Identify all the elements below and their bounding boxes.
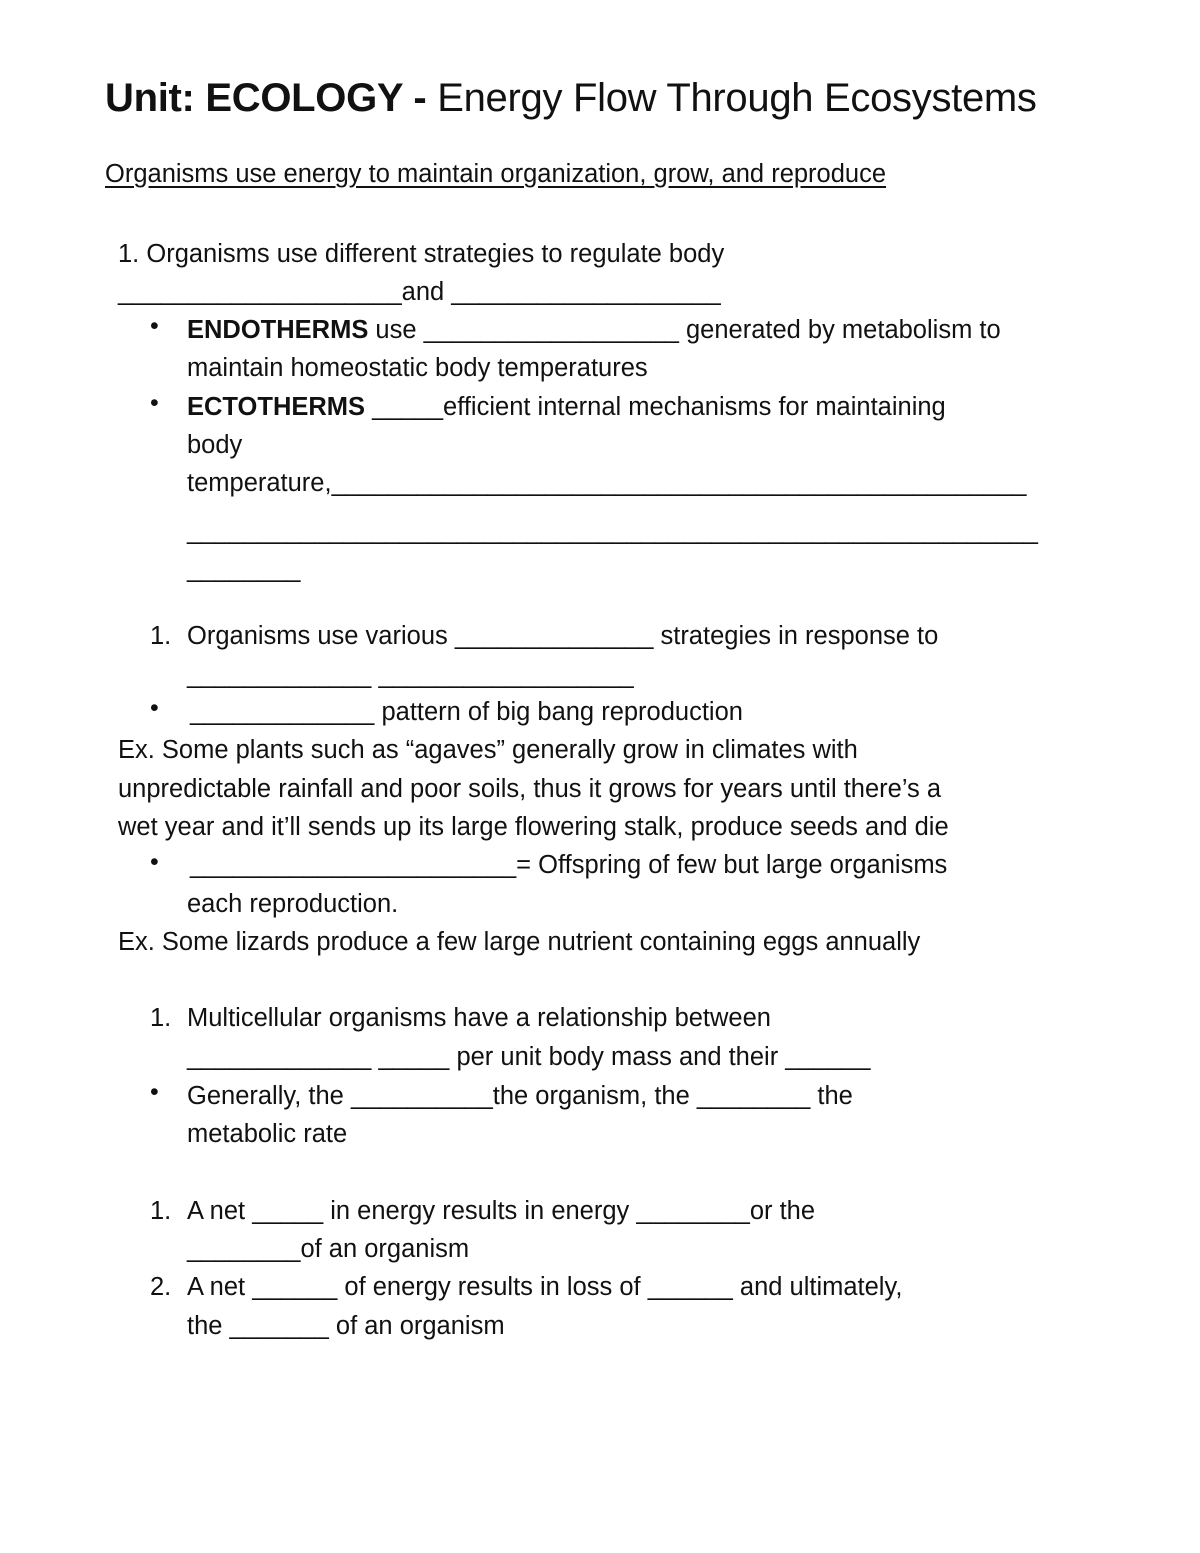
example2-line: Ex. Some lizards produce a few large nutrient containing eggs annually xyxy=(118,928,921,956)
endotherms-label: ENDOTHERMS xyxy=(187,316,369,344)
page-title xyxy=(105,76,1037,121)
section4-item1-line1: A net _____ in energy results in energy ________or the xyxy=(187,1197,816,1225)
endotherms-line1 xyxy=(187,311,1001,349)
section1-line2: ____________________and ___________________ xyxy=(118,278,721,306)
section3-line1: Multicellular organisms have a relationship between xyxy=(187,1004,771,1032)
endotherms-text: use __________________ generated by metabolism to xyxy=(368,316,1001,344)
section1-text: Organisms use different strategies to regulate body xyxy=(139,240,725,268)
section-heading: Organisms use energy to maintain organization, grow, and reproduce xyxy=(105,160,887,188)
section4-number2: 2. xyxy=(150,1273,172,1301)
section2-number: 1. xyxy=(150,622,172,650)
section2-line2: _____________ __________________ xyxy=(187,661,634,689)
bullet-marker: • xyxy=(150,312,159,340)
ectotherms-line3: temperature,_________________________________________________ xyxy=(187,469,1027,497)
example1-line3: wet year and it’ll sends up its large flowering stalk, produce seeds and die xyxy=(118,813,949,841)
section4-item2-line2: the _______ of an organism xyxy=(187,1312,505,1340)
bullet-marker: • xyxy=(150,848,159,876)
metabolic-line1: Generally, the __________the organism, the ________ the xyxy=(187,1082,853,1110)
bullet-marker: • xyxy=(150,694,159,722)
offspring-line2: each reproduction. xyxy=(187,890,399,918)
ectotherms-line4: ____________________________________________________________ xyxy=(187,517,1038,545)
example1-line1: Ex. Some plants such as “agaves” generally grow in climates with xyxy=(118,736,858,764)
section4-item2-line1: A net ______ of energy results in loss of ______ and ultimately, xyxy=(187,1273,903,1301)
metabolic-line2: metabolic rate xyxy=(187,1120,348,1148)
section2-line1: Organisms use various ______________ strategies in response to xyxy=(187,622,939,650)
ectotherms-line1 xyxy=(187,388,946,426)
section4-item1-line2: ________of an organism xyxy=(187,1235,470,1263)
big-bang-line: _____________ pattern of big bang reproduction xyxy=(190,698,743,726)
ectotherms-text: _____efficient internal mechanisms for maintaining xyxy=(365,393,946,421)
offspring-line1: _______________________= Offspring of few but large organisms xyxy=(190,851,948,879)
section1-number: 1. xyxy=(118,240,140,268)
ectotherms-label: ECTOTHERMS xyxy=(187,393,366,421)
title-unit: Unit: ECOLOGY - xyxy=(105,76,427,120)
section3-number: 1. xyxy=(150,1004,172,1032)
endotherms-line2: maintain homeostatic body temperatures xyxy=(187,354,648,382)
ectotherms-line5: ________ xyxy=(187,555,301,583)
bullet-marker: • xyxy=(150,1078,159,1106)
ectotherms-line2: body xyxy=(187,431,243,459)
section4-number1: 1. xyxy=(150,1197,172,1225)
section3-line2: _____________ _____ per unit body mass and their ______ xyxy=(187,1043,871,1071)
example1-line2: unpredictable rainfall and poor soils, thus it grows for years until there’s a xyxy=(118,775,942,803)
title-rest: Energy Flow Through Ecosystems xyxy=(426,76,1037,120)
bullet-marker: • xyxy=(150,389,159,417)
section1-line1 xyxy=(118,235,724,273)
